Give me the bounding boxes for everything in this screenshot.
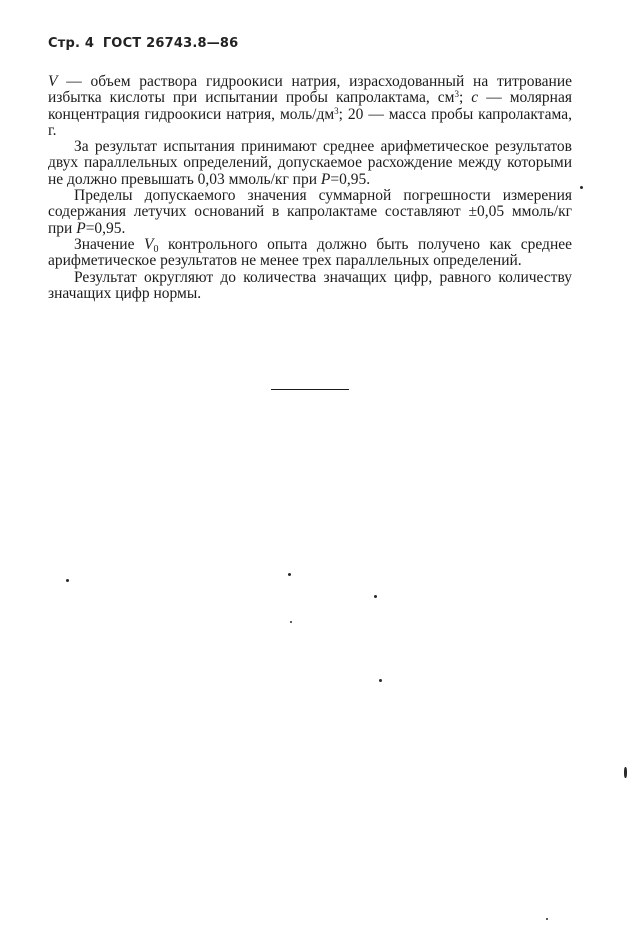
scan-speck (580, 186, 583, 189)
paragraph-rounding (48, 270, 572, 303)
paragraph-control-value (48, 237, 572, 270)
end-rule (271, 389, 349, 390)
page-number: Стр. 4 (48, 36, 95, 51)
result-probability: =0,95. (330, 170, 371, 188)
result-text: За результат испытания принимают среднее арифметическое результатов двух параллельных определений, допускаемое расхождение между которыми не должно превышать 0,03 ммоль/кг при (48, 138, 572, 188)
variable-p-2: P (76, 219, 86, 237)
separator-text: ; (458, 89, 472, 107)
variable-p: P (320, 170, 331, 188)
variable-v: V (48, 73, 58, 90)
variable-v0: V (143, 235, 154, 253)
control-text-end: контрольного опыта должно быть получено как среднее арифметическое результатов не менее трех параллельных определений. (48, 235, 573, 270)
paragraph-result-definition (48, 139, 572, 188)
paragraph-error-limits (48, 188, 572, 237)
page-header (48, 36, 238, 51)
superscript-3: 3 (454, 89, 459, 100)
error-probability: =0,95. (85, 219, 126, 237)
rounding-text: Результат округляют до количества значащих цифр, равного количеству значащих цифр нормы. (48, 268, 572, 302)
def-c-text: — молярная концентрация гидроокиси натрия, моль/дм (48, 89, 572, 123)
control-text-start: Значение (74, 235, 144, 253)
scan-speck (374, 595, 377, 598)
scan-speck (624, 767, 627, 778)
superscript-3-dm: 3 (334, 105, 339, 116)
def-v-text: — объем раствора гидроокиси натрия, израсходованный на титрование избытка кислоты при испытании пробы капролактама, см (48, 73, 572, 107)
scan-speck (379, 679, 382, 682)
scan-speck (288, 573, 291, 576)
scan-speck (290, 621, 292, 623)
document-body (48, 74, 572, 302)
scan-speck (546, 918, 548, 920)
subscript-0: 0 (153, 243, 159, 255)
def-mass-text: ; 20 — масса пробы капролактама, г. (48, 105, 572, 139)
error-text: Пределы допускаемого значения суммарной погрешности измерения содержания летучих оснований в капролактаме составляют ±0,05 ммоль/кг при (48, 187, 572, 237)
standard-designation: ГОСТ 26743.8—86 (102, 36, 239, 51)
paragraph-variable-definitions (48, 74, 572, 139)
scan-speck (66, 579, 69, 582)
variable-c: c (471, 89, 479, 107)
